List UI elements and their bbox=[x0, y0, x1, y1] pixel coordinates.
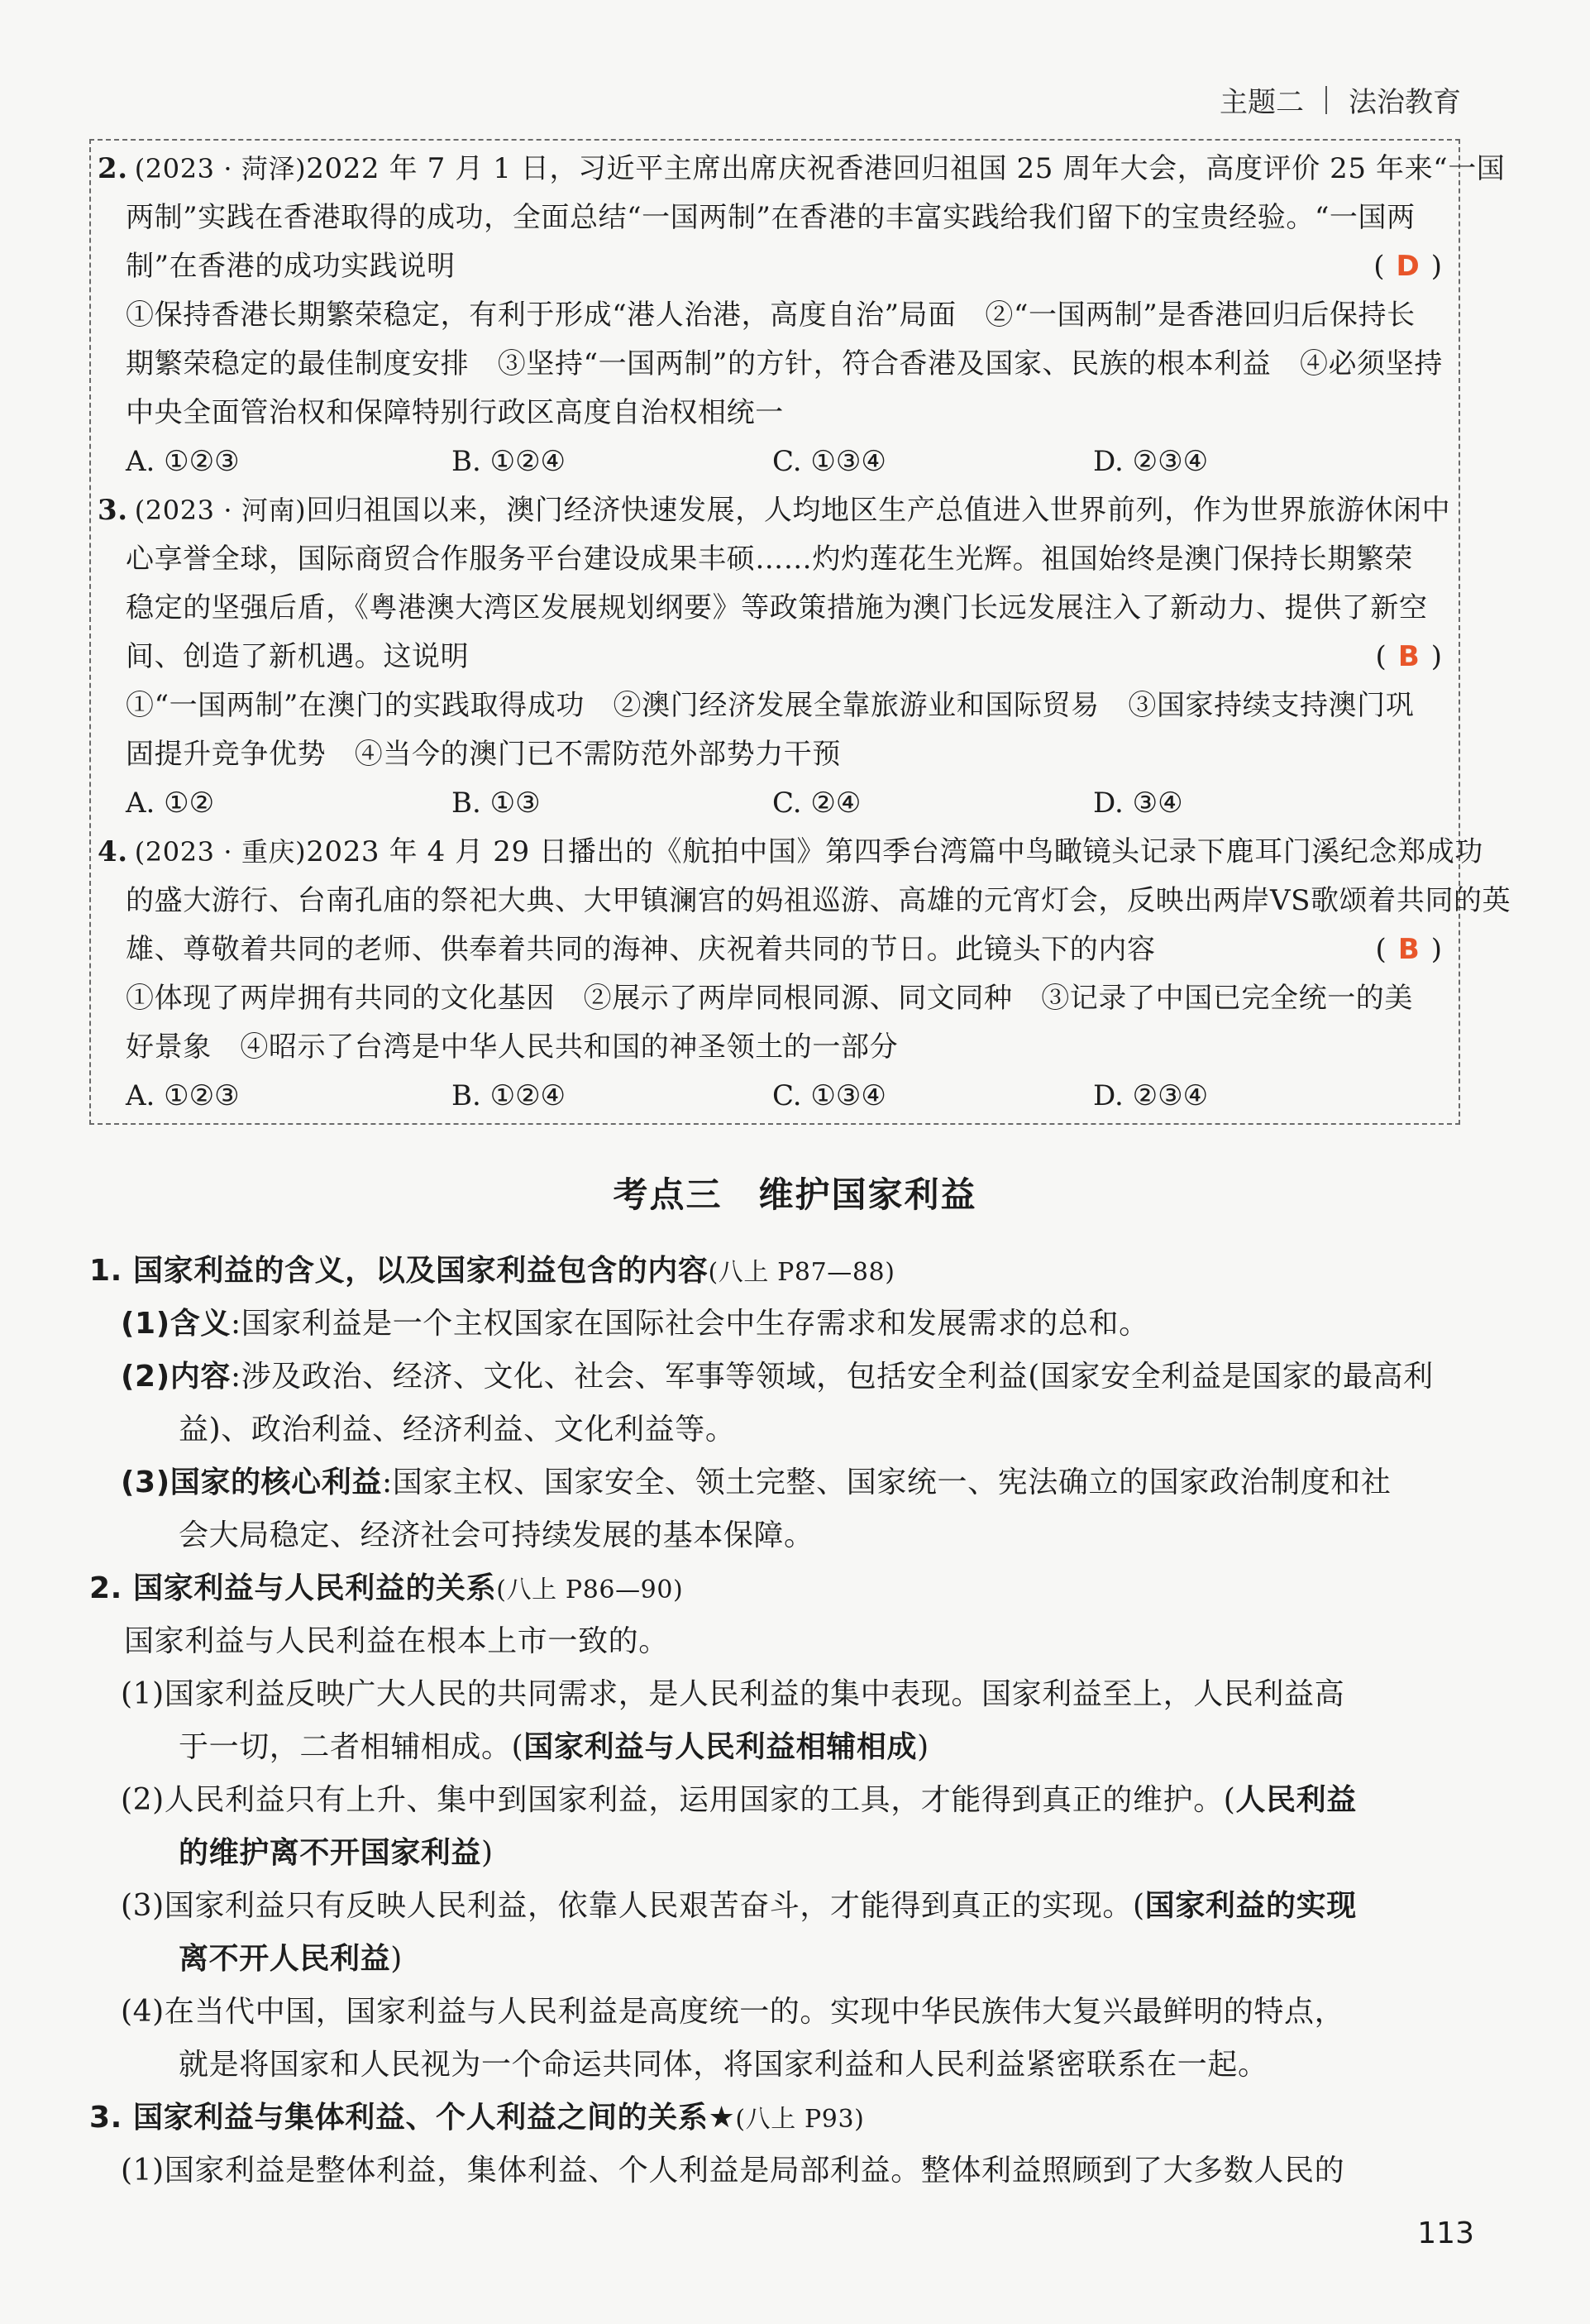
q2-option-b[interactable]: B. ①②④ bbox=[451, 445, 566, 478]
p2-item-2-text: (2)人民利益只有上升、集中到国家利益，运用国家的工具，才能得到真正的维护。( bbox=[121, 1783, 1236, 1817]
p2-item-1-close: ) bbox=[917, 1730, 929, 1764]
q2-stmt-1: ①保持香港长期繁荣稳定，有利于形成“港人治港，高度自治”局面 ②“一国两制”是香港回归后保持长 bbox=[126, 299, 1416, 332]
p3-ref: (八上 P93) bbox=[735, 2105, 865, 2134]
q2-source: (2023 · 菏泽) bbox=[134, 153, 307, 184]
page-number: 113 bbox=[1417, 2216, 1474, 2250]
p2-ref: (八上 P86—90) bbox=[496, 1576, 684, 1604]
page-header bbox=[1220, 79, 1461, 120]
p3-heading bbox=[89, 2099, 864, 2139]
p2-item-3-close: ) bbox=[390, 1942, 403, 1976]
p2-item-1-cont bbox=[179, 1729, 929, 1767]
p1-item-3-text-a: :国家主权、国家安全、领土完整、国家统一、宪法确立的国家政治制度和社 bbox=[381, 1466, 1392, 1499]
q3-stmt-2: 固提升竞争优势 ④当今的澳门已不需防范外部势力干预 bbox=[126, 738, 841, 771]
q2-line-1 bbox=[98, 151, 1505, 187]
p2-item-1-emphasis: 国家利益与人民利益相辅相成 bbox=[523, 1730, 918, 1764]
p2-item-3-text: (3)国家利益只有反映人民利益，依靠人民艰苦奋斗，才能得到真正的实现。( bbox=[121, 1889, 1145, 1923]
p1-item-3-label: (3)国家的核心利益 bbox=[121, 1466, 382, 1499]
q4-stmt-2: 好景象 ④昭示了台湾是中华人民共和国的神圣领土的一部分 bbox=[126, 1030, 899, 1064]
p2-item-2-emphasis-b: 的维护离不开国家利益 bbox=[179, 1836, 482, 1870]
p2-item-3-emphasis-a: 国家利益的实现 bbox=[1144, 1889, 1357, 1923]
q4-stmt-1: ①体现了两岸拥有共同的文化基因 ②展示了两岸同根同源、同文同种 ③记录了中国已完全统一的美 bbox=[126, 982, 1413, 1015]
p1-heading bbox=[89, 1252, 895, 1292]
q2-stmt-3: 中央全面管治权和保障特别行政区高度自治权相统一 bbox=[126, 396, 784, 429]
p1-item-2-cont: 益)、政治利益、经济利益、文化利益等。 bbox=[179, 1413, 736, 1447]
q2-option-d[interactable]: D. ②③④ bbox=[1093, 445, 1209, 478]
p3-item-1: (1)国家利益是整体利益，集体利益、个人利益是局部利益。整体利益照顾到了大多数人民的 bbox=[121, 2154, 1345, 2188]
q3-source: (2023 · 河南) bbox=[134, 495, 307, 526]
q4-line-3: 雄、尊敬着共同的老师、供奉着共同的海神、庆祝着共同的节日。此镜头下的内容 bbox=[126, 933, 1156, 966]
p2-item-1: (1)国家利益反映广大人民的共同需求，是人民利益的集中表现。国家利益至上，人民利益高 bbox=[121, 1677, 1345, 1711]
q2-stmt-2: 期繁荣稳定的最佳制度安排 ③坚持“一国两制”的方针，符合香港及国家、民族的根本利益 ④必须坚持 bbox=[126, 347, 1443, 380]
q3-option-a[interactable]: A. ①② bbox=[126, 787, 215, 820]
q3-text-1: 回归祖国以来，澳门经济快速发展，人均地区生产总值进入世界前列，作为世界旅游休闲中 bbox=[306, 494, 1451, 527]
p1-item-2-text-a: :涉及政治、经济、文化、社会、军事等领域，包括安全利益(国家安全利益是国家的最高利 bbox=[230, 1360, 1434, 1394]
q2-text-1: 2022 年 7 月 1 日，习近平主席出席庆祝香港回归祖国 25 周年大会，高度评价 25 年来“一国 bbox=[306, 152, 1506, 185]
p2-item-2-emphasis-a: 人民利益 bbox=[1235, 1783, 1357, 1817]
q3-stmt-1: ①“一国两制”在澳门的实践取得成功 ②澳门经济发展全靠旅游业和国际贸易 ③国家持续支持澳门巩 bbox=[126, 689, 1415, 722]
q4-text-1: 2023 年 4 月 29 日播出的《航拍中国》第四季台湾篇中鸟瞰镜头记录下鹿耳门溪纪念郑成功 bbox=[306, 835, 1483, 868]
p2-intro: 国家利益与人民利益在根本上市一致的。 bbox=[124, 1624, 669, 1658]
q4-option-d[interactable]: D. ②③④ bbox=[1093, 1079, 1209, 1112]
q3-option-b[interactable]: B. ①③ bbox=[451, 787, 541, 820]
p1-item-1-label: (1)含义 bbox=[121, 1307, 231, 1341]
p2-item-1-text-b: 于一切，二者相辅相成。( bbox=[179, 1730, 524, 1764]
p2-item-2 bbox=[121, 1781, 1357, 1820]
q3-line-1 bbox=[98, 492, 1450, 528]
p1-item-1-text: :国家利益是一个主权国家在国际社会中生存需求和发展需求的总和。 bbox=[230, 1307, 1149, 1341]
section-title: 考点三 维护国家利益 bbox=[613, 1174, 977, 1215]
q3-answer-letter: B bbox=[1397, 640, 1420, 673]
q2-answer-letter: D bbox=[1396, 250, 1420, 283]
q4-line-1 bbox=[98, 834, 1483, 870]
q2-option-c[interactable]: C. ①③④ bbox=[772, 445, 886, 478]
header-title: 法治教育 bbox=[1349, 86, 1461, 119]
p1-item-1 bbox=[121, 1305, 1149, 1343]
p2-item-2-cont bbox=[179, 1834, 494, 1872]
q3-number: 3. bbox=[98, 494, 128, 527]
q3-line-3: 稳定的坚强后盾，《粤港澳大湾区发展规划纲要》等政策措施为澳门长远发展注入了新动力、提供了新空 bbox=[126, 591, 1428, 624]
q2-answer: ( D ) bbox=[1373, 250, 1442, 283]
q3-option-c[interactable]: C. ②④ bbox=[772, 787, 862, 820]
q2-option-a[interactable]: A. ①②③ bbox=[126, 445, 240, 478]
q3-answer: ( B ) bbox=[1375, 640, 1442, 673]
p1-item-3-cont: 会大局稳定、经济社会可持续发展的基本保障。 bbox=[179, 1518, 814, 1552]
q4-source: (2023 · 重庆) bbox=[134, 836, 307, 868]
q4-number: 4. bbox=[98, 835, 128, 868]
p1-item-2 bbox=[121, 1358, 1434, 1396]
p2-heading bbox=[89, 1570, 683, 1609]
header-section: 主题二 bbox=[1220, 86, 1304, 119]
q2-number: 2. bbox=[98, 152, 128, 185]
q2-line-3: 制”在香港的成功实践说明 bbox=[126, 250, 456, 283]
p1-ref: (八上 P87—88) bbox=[708, 1258, 895, 1287]
q3-line-2: 心享誉全球，国际商贸合作服务平台建设成果丰硕……灼灼莲花生光辉。祖国始终是澳门保持长期繁荣 bbox=[126, 543, 1413, 576]
q4-line-2: 的盛大游行、台南孔庙的祭祀大典、大甲镇澜宫的妈祖巡游、高雄的元宵灯会，反映出两岸VS歌颂着共同的英 bbox=[126, 884, 1511, 917]
p2-item-4: (4)在当代中国，国家利益与人民利益是高度统一的。实现中华民族伟大复兴最鲜明的特点， bbox=[121, 1995, 1345, 2029]
p2-item-3-cont bbox=[179, 1940, 403, 1978]
header-divider bbox=[1325, 86, 1327, 114]
q3-option-d[interactable]: D. ③④ bbox=[1093, 787, 1183, 820]
q4-option-a[interactable]: A. ①②③ bbox=[126, 1079, 240, 1112]
q4-answer: ( B ) bbox=[1375, 933, 1442, 966]
q2-line-2: 两制”实践在香港取得的成功，全面总结“一国两制”在香港的丰富实践给我们留下的宝贵经验。“一国两 bbox=[126, 201, 1416, 234]
p2-item-4-cont: 就是将国家和人民视为一个命运共同体，将国家利益和人民利益紧密联系在一起。 bbox=[179, 2048, 1268, 2082]
p1-item-2-label: (2)内容 bbox=[121, 1360, 231, 1394]
p2-heading-text: 2. 国家利益与人民利益的关系 bbox=[89, 1571, 497, 1605]
p1-heading-text: 1. 国家利益的含义，以及国家利益包含的内容 bbox=[89, 1254, 709, 1288]
question-box bbox=[89, 139, 1511, 1125]
p1-item-3 bbox=[121, 1464, 1392, 1502]
q3-line-4: 间、创造了新机遇。这说明 bbox=[126, 640, 470, 673]
p2-item-3 bbox=[121, 1887, 1357, 1925]
p2-item-3-emphasis-b: 离不开人民利益 bbox=[179, 1942, 391, 1976]
q4-option-c[interactable]: C. ①③④ bbox=[772, 1079, 886, 1112]
p2-item-2-close: ) bbox=[481, 1836, 494, 1870]
q4-answer-letter: B bbox=[1397, 933, 1420, 966]
p3-heading-text: 3. 国家利益与集体利益、个人利益之间的关系★ bbox=[89, 2101, 736, 2135]
q4-option-b[interactable]: B. ①②④ bbox=[451, 1079, 566, 1112]
